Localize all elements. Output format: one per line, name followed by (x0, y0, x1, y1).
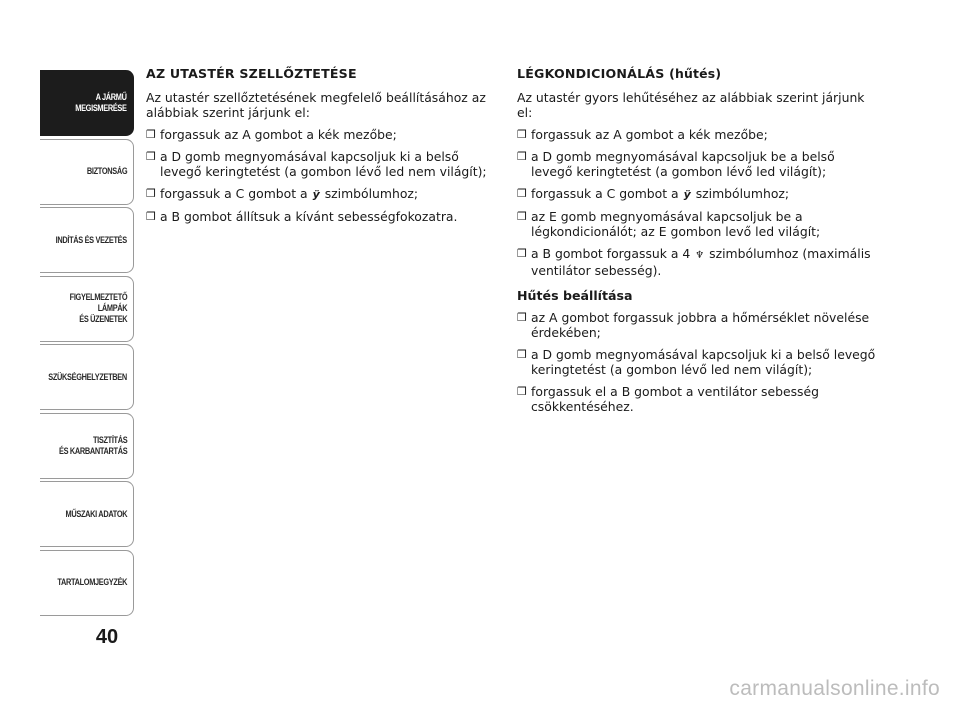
air-conditioning-title (517, 66, 877, 81)
list-item-text: a B gombot állítsuk a kívánt sebességfokozatra. (160, 209, 458, 224)
list-item (517, 149, 877, 179)
chapter-tab-label: MŰSZAKI ADATOK (65, 508, 127, 519)
list-item-text-part: szimbólumhoz (maximális ventilátor sebesség). (531, 246, 871, 278)
ventilation-intro: Az utastér szellőztetésének megfelelő beállításához az alábbiak szerint járjunk el: (146, 90, 486, 120)
list-item-text: a D gomb megnyomásával kapcsoljuk ki a belső levegő keringtetést (a gombon lévő led nem világít); (531, 347, 876, 377)
list-item-text: az A gombot forgassuk jobbra a hőmérséklet növelése érdekében; (531, 310, 870, 340)
list-item (146, 186, 496, 202)
list-item (517, 310, 877, 340)
list-item-text: a D gomb megnyomásával kapcsoljuk be a belső levegő keringtetést (a gombon lévő led világít); (531, 149, 835, 179)
checkbox-bullet-icon: ❒ (517, 385, 527, 398)
checkbox-bullet-icon: ❒ (146, 128, 156, 141)
chapter-tab[interactable] (40, 207, 134, 273)
watermark: carmanualsonline.info (729, 677, 940, 700)
chapter-tab[interactable] (40, 276, 134, 342)
list-item (517, 246, 877, 278)
chapter-tab-label: TISZTÍTÁS ÉS KARBANTARTÁS (58, 434, 127, 456)
chapter-tabs (40, 70, 134, 618)
checkbox-bullet-icon: ❒ (517, 210, 527, 223)
air-conditioning-steps (517, 127, 877, 278)
list-item-text: forgassuk az A gombot a kék mezőbe; (160, 127, 397, 142)
chapter-tab-label: A JÁRMŰ MEGISMERÉSE (75, 92, 127, 113)
list-item-text (160, 186, 418, 201)
chapter-tab-label: INDÍTÁS ÉS VEZETÉS (55, 234, 127, 245)
list-item-text: az E gomb megnyomásával kapcsoljuk be a légkondicionálót; az E gombon levő led világít; (531, 209, 821, 239)
list-item-text: forgassuk az A gombot a kék mezőbe; (531, 127, 768, 142)
list-item-text: a D gomb megnyomásával kapcsoljuk ki a belső levegő keringtetést (a gombon lévő led nem világít); (160, 149, 487, 179)
checkbox-bullet-icon: ❒ (146, 187, 156, 200)
chapter-tab[interactable] (40, 550, 134, 616)
chapter-tab-label: BIZTONSÁG (86, 166, 127, 176)
fan-speed-4-icon: ♆ (695, 250, 705, 261)
chapter-tab-label: FIGYELMEZTETŐ LÁMPÁK ÉS ÜZENETEK (69, 292, 127, 324)
list-item-text-part: szimbólumhoz; (691, 186, 790, 201)
checkbox-bullet-icon: ❒ (517, 247, 527, 260)
air-conditioning-title-main: LÉGKONDICIONÁLÁS (517, 66, 665, 81)
air-conditioning-title-sub: (hűtés) (669, 66, 722, 81)
chapter-tab-label: TARTALOMJEGYZÉK (57, 577, 127, 587)
checkbox-bullet-icon: ❒ (146, 150, 156, 163)
list-item (517, 186, 877, 202)
list-item-text: forgassuk el a B gombot a ventilátor sebesség csökkentéséhez. (531, 384, 820, 414)
list-item (146, 209, 496, 224)
chapter-tab[interactable] (40, 70, 134, 136)
checkbox-bullet-icon: ❒ (517, 187, 527, 200)
chapter-tab[interactable] (40, 413, 134, 479)
fan-symbol-icon: ÿ (683, 188, 691, 201)
ventilation-title: AZ UTASTÉR SZELLŐZTETÉSE (146, 66, 357, 81)
cooling-adjustment-steps (517, 310, 877, 414)
list-item-text (531, 246, 871, 278)
list-item (517, 209, 877, 239)
chapter-tab[interactable] (40, 481, 134, 547)
list-item (517, 127, 877, 142)
checkbox-bullet-icon: ❒ (517, 150, 527, 163)
list-item (146, 127, 496, 142)
checkbox-bullet-icon: ❒ (517, 128, 527, 141)
list-item (517, 384, 877, 414)
page-number: 40 (95, 626, 119, 648)
list-item (146, 149, 496, 179)
ventilation-section (146, 66, 496, 231)
list-item-text-part: forgassuk a C gombot a (531, 186, 683, 201)
chapter-tab[interactable] (40, 139, 134, 205)
cooling-adjustment-title: Hűtés beállítása (517, 288, 633, 303)
chapter-tab-label: SZÜKSÉGHELYZETBEN (48, 371, 127, 382)
ventilation-steps (146, 127, 496, 224)
checkbox-bullet-icon: ❒ (146, 210, 156, 223)
list-item (517, 347, 877, 377)
chapter-tab[interactable] (40, 344, 134, 410)
list-item-text-part: szimbólumhoz; (320, 186, 419, 201)
list-item-text-part: forgassuk a C gombot a (160, 186, 312, 201)
checkbox-bullet-icon: ❒ (517, 311, 527, 324)
list-item-text (531, 186, 789, 201)
air-conditioning-intro: Az utastér gyors lehűtéséhez az alábbiak szerint járjunk el: (517, 90, 865, 120)
air-conditioning-section (517, 66, 877, 421)
fan-symbol-icon: ÿ (312, 188, 320, 201)
checkbox-bullet-icon: ❒ (517, 348, 527, 361)
list-item-text-part: a B gombot forgassuk a 4 (531, 246, 695, 261)
